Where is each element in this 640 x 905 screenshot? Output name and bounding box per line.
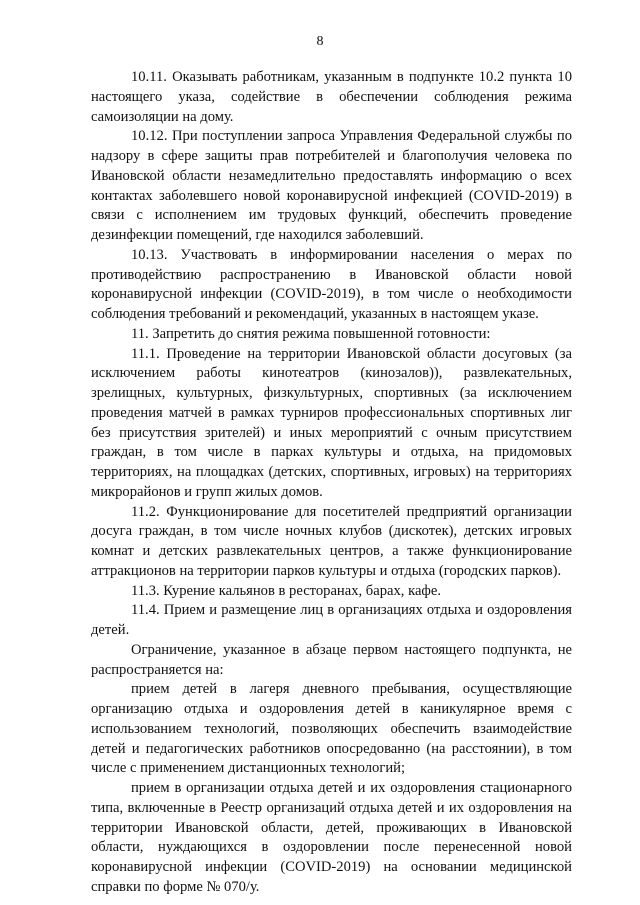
paragraph-exception-day-camps: прием детей в лагеря дневного пребывания, осуществляющие организацию отдыха и оздоровления детей в каникулярное время с использованием технологий, позволяющих обеспечить взаимодействие детей и педагогических работников опосредованно (на расстоянии), в том числе с применением дистанционных технологий;	[91, 681, 572, 777]
paragraph-11-2: 11.2. Функционирование для посетителей предприятий организации досуга граждан, в том числе ночных клубов (дискотек), детских игровых комнат и детских развлекательных центров, а также функционирование аттракционов на территории парков культуры и отдыха (городских парков).	[91, 503, 572, 579]
paragraph-11-4: 11.4. Прием и размещение лиц в организациях отдыха и оздоровления детей.	[91, 602, 572, 638]
paragraph-exception-stationary: прием в организации отдыха детей и их оздоровления стационарного типа, включенные в Реестр организаций отдыха детей и их оздоровления на территории Ивановской области, детей, проживающих в Ивановской области, нуждающихся в оздоровлении после перенесенной новой коронавирусной инфекции (COVID-2019) на основании медицинской справки по форме № 070/у.	[91, 780, 572, 895]
paragraph-restriction: Ограничение, указанное в абзаце первом настоящего подпункта, не распространяется на:	[91, 641, 572, 678]
paragraph-10-13: 10.13. Участвовать в информировании населения о мерах по противодействию распространению в Ивановской области новой коронавирусной инфекции (COVID-2019), в том числе о необходимости соблюдения требований и рекомендаций, указанных в настоящем указе.	[91, 246, 572, 322]
paragraph-11-3: 11.3. Курение кальянов в ресторанах, барах, кафе.	[131, 582, 442, 599]
paragraph-10-11: 10.11. Оказывать работникам, указанным в подпункте 10.2 пункта 10 настоящего указа, содействие в обеспечении соблюдения режима самоизоляции на дому.	[91, 69, 572, 125]
paragraph-10-12: 10.12. При поступлении запроса Управления Федеральной службы по надзору в сфере защиты прав потребителей и благополучия человека по Ивановской области незамедлительно предоставлять информацию о всех контактах заболевшего новой коронавирусной инфекцией (COVID-2019) в связи с исполнением им трудовых функций, обеспечить проведение дезинфекции помещений, где находился заболевший.	[91, 128, 572, 243]
page-number: 8	[316, 34, 324, 49]
document-body	[91, 68, 572, 898]
paragraph-11-1: 11.1. Проведение на территории Ивановской области досуговых (за исключением работы кинотеатров (кинозалов)), развлекательных, зрелищных, культурных, физкультурных, спортивных (за исключением проведения матчей в рамках турниров профессиональных спортивных лиг без присутствия зрителей) и иных мероприятий с очным присутствием граждан, в том числе в парках культуры и отдыха, на придомовых территориях, на площадках (детских, спортивных, игровых) на территориях микрорайонов и групп жилых домов.	[91, 345, 572, 500]
paragraph-11: 11. Запретить до снятия режима повышенной готовности:	[131, 325, 491, 342]
